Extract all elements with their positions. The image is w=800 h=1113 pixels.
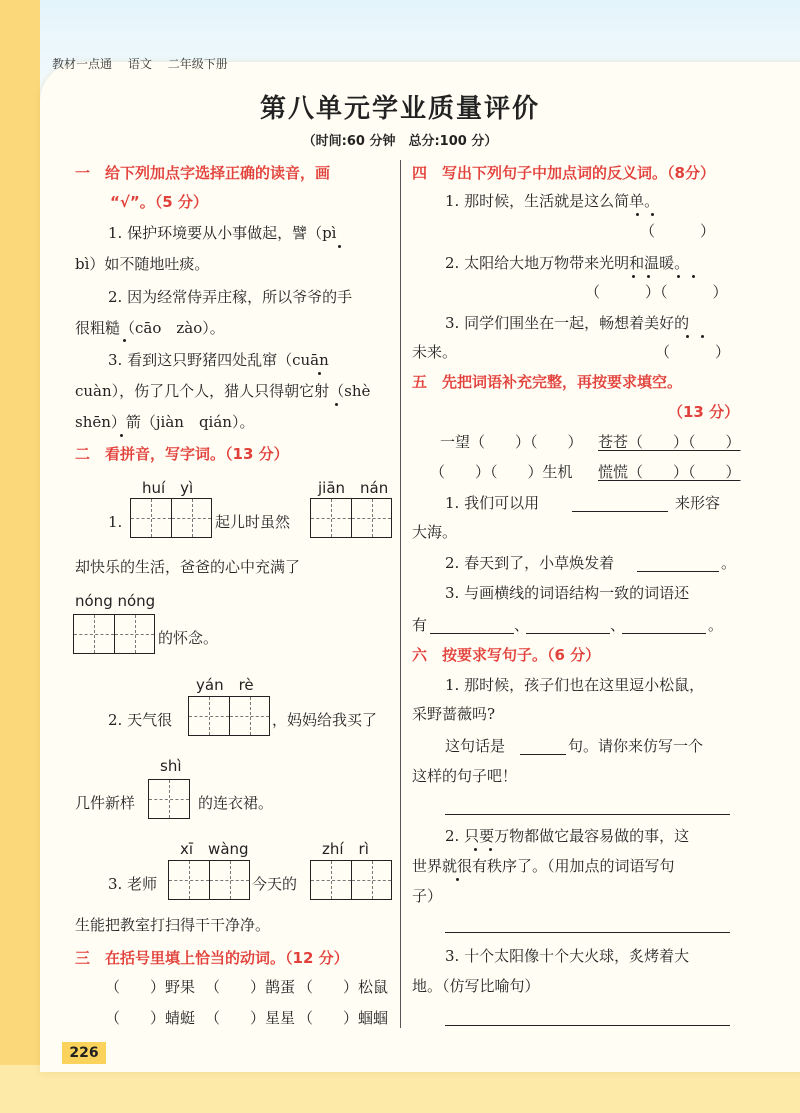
- writing-grid-yanre[interactable]: [188, 696, 270, 736]
- section2-heading: 二 看拼音，写字词。（13 分）: [75, 445, 289, 463]
- s3-item: （ ）鹊蛋: [205, 978, 296, 996]
- s1-q1-line1: 1. 保护环境要从小事做起，譬（pì: [108, 224, 337, 242]
- s2-q1-mid: 起儿时虽然: [215, 513, 291, 531]
- emphasis-dot: [686, 335, 689, 338]
- writing-grid-nongnong[interactable]: [73, 614, 155, 654]
- s5-word3[interactable]: （ ）（ ）生机: [430, 463, 573, 481]
- emphasis-dot: [318, 372, 321, 375]
- s5-q3-blank1[interactable]: [430, 615, 514, 634]
- section1-heading-cont: “√”。（5 分）: [110, 193, 208, 211]
- s5-q3-line1: 3. 与画横线的词语结构一致的词语还: [445, 584, 690, 602]
- s6-q2-line2: 世界就很有秩序了。（用加点的词语写句: [412, 857, 675, 875]
- pinyin-shi: shì: [160, 757, 182, 775]
- writing-grid-xiwang[interactable]: [168, 860, 250, 900]
- emphasis-dot: [335, 403, 338, 406]
- exam-info: （时间:60 分钟 总分:100 分）: [302, 134, 498, 149]
- pinyin-zhiri: zhí rì: [322, 840, 369, 858]
- s2-q3-line2: 生能把教室打扫得干干净净。: [75, 916, 271, 934]
- s2-q2-mid: ，妈妈给我买了: [272, 711, 378, 729]
- s3-item: （ ）星星: [205, 1009, 296, 1027]
- s5-q2-blank[interactable]: [637, 553, 719, 572]
- s5-q3-pre: 有: [412, 616, 428, 634]
- s2-q1-end: 的怀念。: [158, 629, 219, 647]
- emphasis-dot: [474, 848, 477, 851]
- emphasis-dot: [456, 878, 459, 881]
- s4-q1-blank[interactable]: （ ）: [640, 222, 716, 240]
- page-title: 第八单元学业质量评价: [259, 94, 540, 124]
- s2-q1-number: 1.: [108, 513, 123, 531]
- section6-heading: 六 按要求写句子。（6 分）: [412, 646, 601, 664]
- s6-q1-line1: 1. 那时候，孩子们也在这里逗小松鼠，: [445, 676, 705, 694]
- s5-q1-post: 来形容: [675, 494, 721, 512]
- s5-q2-post: 。: [721, 554, 737, 572]
- emphasis-dot: [647, 275, 650, 278]
- grade-name: 二年级下册: [167, 57, 228, 71]
- s4-q1: 1. 那时候，生活就是这么简单。: [445, 192, 660, 210]
- s3-item: （ ）蜻蜓: [105, 1009, 196, 1027]
- pinyin-yanre: yán rè: [196, 676, 254, 694]
- s5-q3-sep1: 、: [514, 616, 530, 634]
- s6-q1-line3-pre: 这句话是: [445, 737, 506, 755]
- s1-q1-line2: bì）如不随地吐痰。: [75, 255, 210, 273]
- emphasis-dot: [692, 275, 695, 278]
- s6-q3-answer-line[interactable]: [445, 1007, 730, 1026]
- s5-word1[interactable]: 一望（ ）（ ）: [440, 433, 583, 451]
- writing-grid-huiyi[interactable]: [130, 498, 212, 538]
- s5-q3-blank2[interactable]: [526, 615, 610, 634]
- s6-q1-answer-line[interactable]: [445, 796, 730, 815]
- s4-q3-blank[interactable]: （ ）: [655, 343, 731, 361]
- s2-q2-prefix: 2. 天气很: [108, 711, 173, 729]
- writing-grid-zhiri[interactable]: [310, 860, 392, 900]
- emphasis-dot: [677, 275, 680, 278]
- s1-q2-line1: 2. 因为经常侍弄庄稼，所以爷爷的手: [108, 288, 353, 306]
- emphasis-dot: [632, 275, 635, 278]
- s5-q1-blank[interactable]: [572, 493, 668, 512]
- s6-q2-line1: 2. 只要万物都做它最容易做的事，这: [445, 827, 690, 845]
- s5-q3-sep2: 、: [610, 616, 626, 634]
- s6-q1-line4: 这样的句子吧！: [412, 767, 518, 785]
- pinyin-xiwang: xī wàng: [180, 840, 249, 858]
- s2-q2-line2-post: 的连衣裙。: [198, 794, 274, 812]
- writing-grid-jiannan[interactable]: [310, 498, 392, 538]
- emphasis-dot: [120, 434, 123, 437]
- pinyin-huiyi: huí yì: [142, 479, 194, 497]
- page-number: 226: [62, 1042, 106, 1064]
- emphasis-dot: [636, 213, 639, 216]
- s5-q1-line2: 大海。: [412, 523, 458, 541]
- s1-q3-line1: 3. 看到这只野猪四处乱窜（cuān: [108, 351, 329, 369]
- s1-q2-line2: 很粗糙（cāo zào）。: [75, 319, 225, 337]
- s6-q2-line3: 子）: [412, 887, 443, 905]
- s6-q3-line1: 3. 十个太阳像十个大火球，炙烤着大: [445, 947, 690, 965]
- s2-q2-line2-pre: 几件新样: [75, 794, 136, 812]
- s4-q3-line1: 3. 同学们围坐在一起，畅想着美好的: [445, 314, 690, 332]
- s6-q1-line3-post: 句。请你来仿写一个: [568, 737, 704, 755]
- section3-heading: 三 在括号里填上恰当的动词。（12 分）: [75, 949, 349, 967]
- s4-q2: 2. 太阳给大地万物带来光明和温暖。: [445, 254, 690, 272]
- column-divider: [400, 160, 401, 1028]
- s5-word2[interactable]: 苍苍（ ）（ ）: [598, 433, 741, 451]
- s5-q2-pre: 2. 春天到了，小草焕发着: [445, 554, 615, 572]
- section5-heading: 五 先把词语补充完整，再按要求填空。: [412, 373, 683, 391]
- writing-grid-shi[interactable]: [148, 779, 190, 819]
- s6-q2-answer-line[interactable]: [445, 914, 730, 933]
- s6-q1-blank[interactable]: [520, 736, 566, 755]
- s5-q3-end: 。: [708, 616, 724, 634]
- book-header: [52, 55, 240, 72]
- book-name: 教材一点通: [52, 57, 113, 71]
- s1-q3-line2: cuàn），伤了几个人，猎人只得朝它射（shè: [75, 382, 371, 400]
- s3-item: （ ）野果: [105, 978, 196, 996]
- s6-q1-line2: 采野蔷薇吗?: [412, 705, 496, 723]
- s2-q3-prefix: 3. 老师: [108, 875, 158, 893]
- emphasis-dot: [123, 339, 126, 342]
- emphasis-dot: [338, 245, 341, 248]
- s4-q3-line2: 未来。: [412, 343, 458, 361]
- bottom-color-band: [0, 1065, 800, 1113]
- section4-heading: 四 写出下列句子中加点词的反义词。（8分）: [412, 164, 715, 182]
- subject-name: 语文: [127, 57, 152, 71]
- s5-q1-pre: 1. 我们可以用: [445, 494, 540, 512]
- s3-item: （ ）蝈蝈: [298, 1009, 389, 1027]
- section1-heading: 一 给下列加点字选择正确的读音，画: [75, 164, 331, 182]
- emphasis-dot: [651, 213, 654, 216]
- s6-q3-line2: 地。（仿写比喻句）: [412, 977, 540, 995]
- s5-word4[interactable]: 慌慌（ ）（ ）: [598, 463, 741, 481]
- s2-q1-line2: 却快乐的生活，爸爸的心中充满了: [75, 558, 301, 576]
- section5-score: （13 分）: [668, 403, 740, 421]
- emphasis-dot: [489, 848, 492, 851]
- pinyin-nongnong: nóng nóng: [75, 592, 156, 610]
- s3-item: （ ）松鼠: [298, 978, 389, 996]
- left-color-band: [0, 0, 40, 1113]
- s4-q2-blank[interactable]: （ ）（ ）: [585, 283, 728, 301]
- s2-q3-mid: 今天的: [252, 875, 298, 893]
- pinyin-jiannan: jiān nán: [318, 479, 389, 497]
- s5-q3-blank3[interactable]: [622, 615, 706, 634]
- emphasis-dot: [701, 335, 704, 338]
- s1-q3-line3: shēn）箭（jiàn qián）。: [75, 413, 255, 431]
